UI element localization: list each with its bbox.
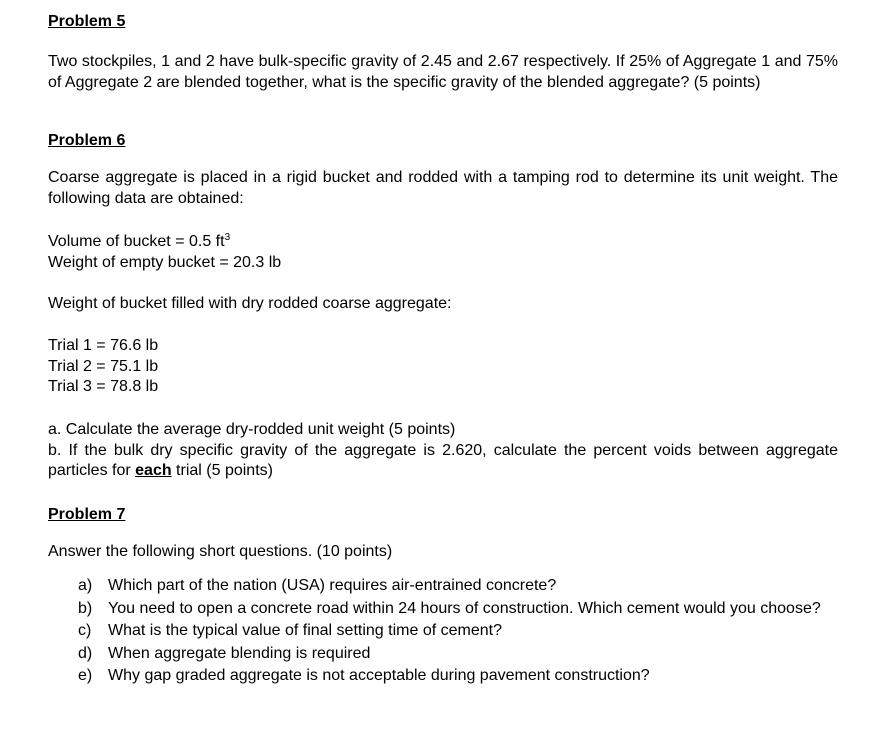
problem-7-heading: Problem 7: [48, 506, 126, 523]
question-text: When aggregate blending is required: [108, 644, 371, 662]
question-text: What is the typical value of final setting time of cement?: [108, 622, 502, 639]
problem-5-heading: Problem 5: [48, 13, 126, 30]
bucket-volume-text: Volume of bucket = 0.5 ft: [48, 233, 225, 250]
filled-bucket-label: Weight of bucket filled with dry rodded coarse aggregate:: [48, 295, 452, 312]
problem-7-heading-wrap: [48, 505, 838, 526]
question-list: [78, 575, 838, 688]
question-item: [78, 575, 838, 598]
question-item: [78, 665, 838, 688]
trial-2: Trial 2 = 75.1 lb: [48, 357, 159, 375]
bucket-volume: [48, 232, 838, 253]
problem-7-intro: Answer the following short questions. (10 points): [48, 543, 393, 560]
problem-5-body: Two stockpiles, 1 and 2 have bulk-specific gravity of 2.45 and 2.67 respectively. If 25% of Aggregate 1 and 75% of Aggregate 2 are blended together, what is the specific gravity of the blended aggregate? (5 points): [48, 53, 838, 91]
question-letter: b): [78, 599, 93, 617]
question-text: You need to open a concrete road within 24 hours of construction. Which cement would you choose?: [108, 599, 821, 617]
part-b-text-2: trial (5 points): [171, 462, 273, 479]
problem-5-heading-wrap: [48, 12, 838, 33]
trial-1: Trial 1 = 76.6 lb: [48, 337, 159, 354]
part-b: [48, 441, 838, 482]
question-text: Which part of the nation (USA) requires air-entrained concrete?: [108, 577, 557, 594]
empty-bucket-weight: Weight of empty bucket = 20.3 lb: [48, 253, 282, 271]
problem-6-heading-wrap: [48, 131, 838, 152]
question-item: [78, 598, 838, 621]
trial-3: Trial 3 = 78.8 lb: [48, 378, 159, 395]
bucket-volume-exponent: 3: [224, 232, 231, 243]
problem-6-parts: [48, 420, 838, 482]
question-letter: e): [78, 667, 93, 684]
question-letter: d): [78, 644, 93, 662]
part-b-text-1: b. If the bulk dry specific gravity of the aggregate is 2.620, calculate the percent voids between aggregate particles for: [48, 441, 838, 479]
question-text: Why gap graded aggregate is not acceptable during pavement construction?: [108, 667, 650, 684]
question-item: [78, 643, 838, 666]
question-item: [78, 620, 838, 643]
problem-6-intro: Coarse aggregate is placed in a rigid bucket and rodded with a tamping rod to determine its unit weight. The following data are obtained:: [48, 169, 838, 207]
question-letter: a): [78, 577, 93, 594]
part-a: a. Calculate the average dry-rodded unit weight (5 points): [48, 421, 456, 438]
trial-list: [48, 336, 838, 398]
problem-6-heading: Problem 6: [48, 132, 126, 149]
question-letter: c): [78, 622, 92, 639]
bucket-data: [48, 232, 838, 273]
part-b-emphasis: each: [135, 462, 172, 479]
